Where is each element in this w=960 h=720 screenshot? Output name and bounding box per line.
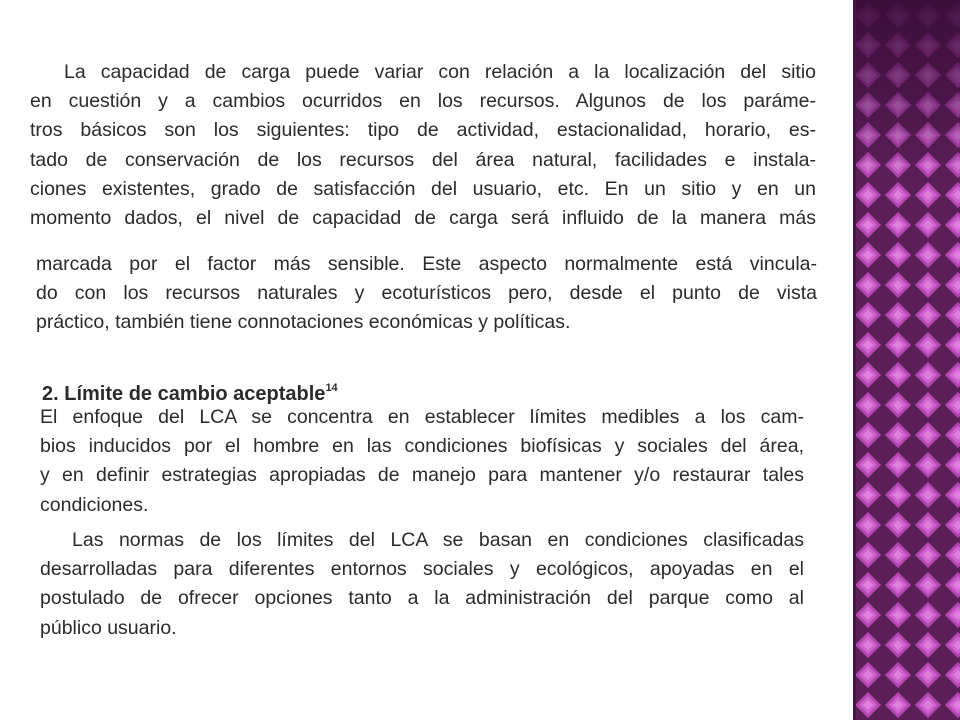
text-line: ciones existentes, grado de satisfacción del usuario, etc. En un sitio y en un <box>30 177 816 200</box>
text-line: Las normas de los límites del LCA se basan en condiciones clasificadas <box>72 529 804 551</box>
text-line: condiciones. <box>40 493 149 516</box>
diamond-pattern-graphic <box>853 0 960 720</box>
text-line: tros básicos son los siguientes: tipo de actividad, estacionalidad, horario, es- <box>30 119 816 142</box>
text-line: y en definir estrategias apropiadas de manejo para mantener y/o restaurar tales <box>40 464 804 487</box>
text-line: desarrolladas para diferentes entornos sociales y ecológicos, apoyadas en el <box>40 558 804 581</box>
paragraph-normas-lca <box>40 526 804 643</box>
text-line: bios inducidos por el hombre en las condiciones biofísicas y sociales del área, <box>40 435 804 458</box>
band-edge-line <box>853 0 856 720</box>
text-line: do con los recursos naturales y ecoturísticos pero, desde el punto de vista <box>36 282 817 305</box>
text-line: tado de conservación de los recursos del área natural, facilidades e instala- <box>30 148 816 171</box>
text-line: La capacidad de carga puede variar con relación a la localización del sitio <box>64 61 816 83</box>
text-line: El enfoque del LCA se concentra en establecer límites medibles a los cam- <box>40 406 804 428</box>
text-line: en cuestión y a cambios ocurridos en los recursos. Algunos de los paráme- <box>30 90 816 113</box>
text-line: práctico, también tiene connotaciones económicas y políticas. <box>36 311 571 334</box>
text-line: momento dados, el nivel de capacidad de carga será influido de la manera más <box>30 207 816 230</box>
text-line: público usuario. <box>40 616 177 639</box>
footnote-mark: 14 <box>325 382 338 394</box>
text-line: postulado de ofrecer opciones tanto a la administración del parque como al <box>40 587 804 610</box>
text-line: marcada por el factor más sensible. Este aspecto normalmente está vincula- <box>36 253 817 275</box>
paragraph-capacidad-carga <box>30 58 816 233</box>
decorative-diamond-band <box>853 0 960 720</box>
section-heading-text: 2. Límite de cambio aceptable <box>42 383 326 405</box>
paragraph-factor-sensible <box>36 250 817 338</box>
paragraph-enfoque-lca <box>40 403 804 520</box>
